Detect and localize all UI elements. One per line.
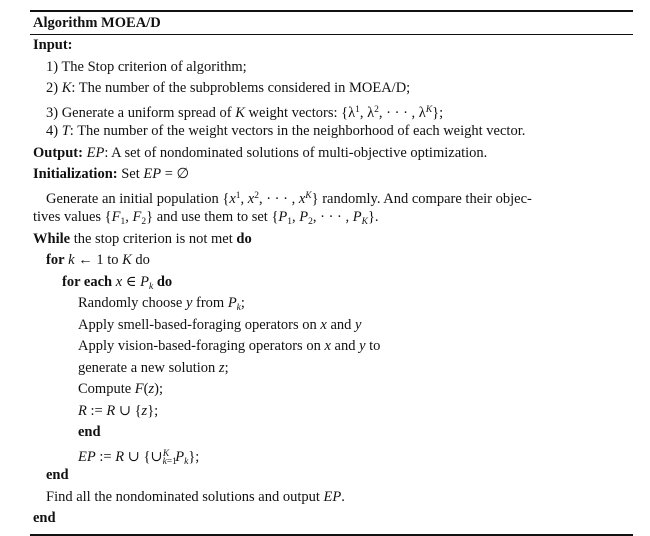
for-k-line: for k ← 1 to K do <box>46 252 150 268</box>
update-ep-line: EP := R ∪ {$\cup_{k=1}^K$ $P_k$}; <box>78 448 200 467</box>
input-item-2: 2) K: The number of the subproblems considered in MOEA/D; <box>46 80 411 96</box>
initialization-line: Initialization: Set EP = ∅ <box>33 166 190 182</box>
population-line-1: Generate an initial population {$x^1$, $x^2$, · · · , $x^K$} randomly. And compare their objec- <box>46 190 532 207</box>
end-while: end <box>33 510 56 526</box>
compute-line: Compute F(z); <box>78 381 164 397</box>
input-heading: Input: <box>33 37 73 53</box>
end-for-each: end <box>78 424 101 440</box>
for-each-line: for each x ∈ $P_k$ do <box>62 273 173 292</box>
find-nondominated-line: Find all the nondominated solutions and output EP. <box>46 488 345 505</box>
smell-operator-line: Apply smell-based-foraging operators on x and y <box>78 316 362 333</box>
update-r-line: R := R ∪ {z}; <box>78 402 159 419</box>
algorithm-box <box>30 10 633 536</box>
choose-y-line: Randomly choose y from $P_k$; <box>78 295 245 313</box>
input-item-1: 1) The Stop criterion of algorithm; <box>46 58 247 75</box>
population-line-2: tives values {$F_1$, $F_2$} and use them to set {$P_1$, $P_2$, · · · , $P_K$}. <box>33 209 379 227</box>
algorithm-title: Algorithm MOEA/D <box>33 15 161 31</box>
end-for-k: end <box>46 467 69 483</box>
while-line: While the stop criterion is not met do <box>33 230 252 247</box>
new-solution-line: generate a new solution z; <box>78 359 229 376</box>
vision-operator-line: Apply vision-based-foraging operators on x and y to <box>78 338 381 354</box>
input-item-4: 4) T: The number of the weight vectors in the neighborhood of each weight vector. <box>46 123 526 139</box>
input-item-3: 3) Generate a uniform spread of K weight vectors: {$\lambda^1$, $\lambda^2$, · · · , $\lambda^K$}; <box>46 104 444 121</box>
output-line: Output: EP: A set of nondominated solutions of multi-objective optimization. <box>33 144 488 161</box>
